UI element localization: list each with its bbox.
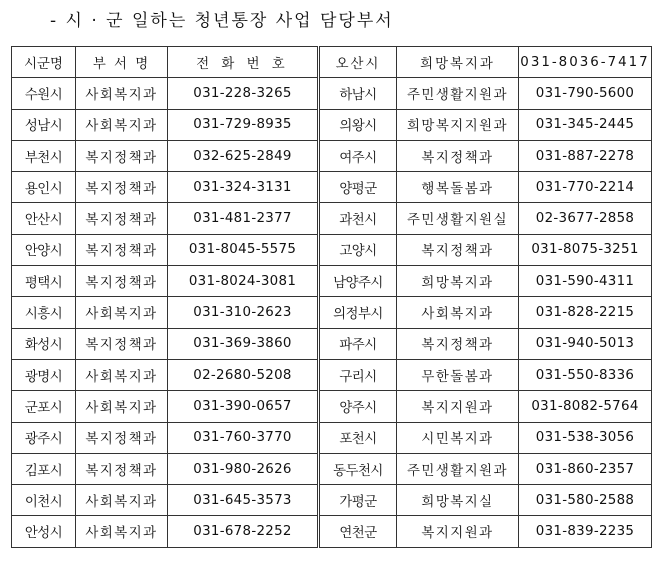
city-cell: 하남시 (319, 78, 397, 109)
city-cell: 광명시 (12, 359, 76, 390)
phone-cell: 031-8024-3081 (168, 266, 319, 297)
city-cell: 안성시 (12, 516, 76, 547)
table-row (12, 234, 652, 265)
phone-cell: 031-980-2626 (168, 453, 319, 484)
phone-cell: 031-590-4311 (519, 266, 652, 297)
city-cell: 양주시 (319, 391, 397, 422)
department-cell: 희망복지지원과 (397, 109, 519, 140)
city-cell: 양평군 (319, 172, 397, 203)
department-cell: 복지지원과 (397, 516, 519, 547)
department-cell: 복지정책과 (76, 140, 168, 171)
table-row (12, 485, 652, 516)
phone-cell: 031-8045-5575 (168, 234, 319, 265)
city-cell: 과천시 (319, 203, 397, 234)
table-row (12, 516, 652, 547)
table-row (12, 359, 652, 390)
table-row (12, 140, 652, 171)
department-cell: 사회복지과 (76, 359, 168, 390)
phone-cell: 031-538-3056 (519, 422, 652, 453)
department-cell: 사회복지과 (76, 516, 168, 547)
table-row (12, 297, 652, 328)
document-title: - 시 · 군 일하는 청년통장 사업 담당부서 (50, 11, 394, 31)
phone-cell: 031-8036-7417 (519, 47, 652, 78)
city-cell: 시흥시 (12, 297, 76, 328)
department-cell: 사회복지과 (76, 297, 168, 328)
city-cell: 김포시 (12, 453, 76, 484)
department-cell: 주민생활지원과 (397, 453, 519, 484)
phone-cell: 02-3677-2858 (519, 203, 652, 234)
department-cell: 무한돌봄과 (397, 359, 519, 390)
city-cell: 동두천시 (319, 453, 397, 484)
table-row (12, 109, 652, 140)
department-cell: 복지지원과 (397, 391, 519, 422)
phone-cell: 031-228-3265 (168, 78, 319, 109)
table-row (12, 328, 652, 359)
header-phone: 전 화 번 호 (168, 47, 319, 78)
phone-cell: 031-8075-3251 (519, 234, 652, 265)
phone-cell: 031-887-2278 (519, 140, 652, 171)
phone-cell: 031-828-2215 (519, 297, 652, 328)
department-cell: 복지정책과 (76, 422, 168, 453)
table-header-row (12, 47, 652, 78)
city-cell: 용인시 (12, 172, 76, 203)
city-cell: 수원시 (12, 78, 76, 109)
department-cell: 복지정책과 (76, 453, 168, 484)
department-cell: 복지정책과 (76, 234, 168, 265)
phone-cell: 031-345-2445 (519, 109, 652, 140)
department-cell: 사회복지과 (76, 391, 168, 422)
department-cell: 시민복지과 (397, 422, 519, 453)
city-cell: 군포시 (12, 391, 76, 422)
city-cell: 안산시 (12, 203, 76, 234)
table-row (12, 172, 652, 203)
phone-cell: 031-550-8336 (519, 359, 652, 390)
phone-cell: 031-940-5013 (519, 328, 652, 359)
phone-cell: 031-729-8935 (168, 109, 319, 140)
department-cell: 주민생활지원과 (397, 78, 519, 109)
phone-cell: 031-580-2588 (519, 485, 652, 516)
table-row (12, 78, 652, 109)
city-cell: 의정부시 (319, 297, 397, 328)
city-cell: 여주시 (319, 140, 397, 171)
city-cell: 성남시 (12, 109, 76, 140)
table-row (12, 266, 652, 297)
city-cell: 연천군 (319, 516, 397, 547)
table-row (12, 391, 652, 422)
department-cell: 사회복지과 (76, 109, 168, 140)
city-cell: 포천시 (319, 422, 397, 453)
table-row (12, 422, 652, 453)
table-row (12, 203, 652, 234)
city-cell: 평택시 (12, 266, 76, 297)
city-cell: 의왕시 (319, 109, 397, 140)
department-cell: 희망복지실 (397, 485, 519, 516)
city-cell: 남양주시 (319, 266, 397, 297)
city-cell: 화성시 (12, 328, 76, 359)
department-cell: 희망복지과 (397, 47, 519, 78)
department-cell: 복지정책과 (397, 234, 519, 265)
table-body (12, 47, 652, 548)
department-cell: 사회복지과 (76, 485, 168, 516)
department-cell: 사회복지과 (76, 78, 168, 109)
header-city-name: 시군명 (12, 47, 76, 78)
department-directory-table (11, 46, 652, 548)
city-cell: 부천시 (12, 140, 76, 171)
city-cell: 이천시 (12, 485, 76, 516)
phone-cell: 031-8082-5764 (519, 391, 652, 422)
department-cell: 사회복지과 (397, 297, 519, 328)
department-cell: 복지정책과 (397, 328, 519, 359)
department-cell: 복지정책과 (397, 140, 519, 171)
city-cell: 안양시 (12, 234, 76, 265)
phone-cell: 031-678-2252 (168, 516, 319, 547)
phone-cell: 031-770-2214 (519, 172, 652, 203)
phone-cell: 031-310-2623 (168, 297, 319, 328)
department-cell: 복지정책과 (76, 266, 168, 297)
city-cell: 오산시 (319, 47, 397, 78)
department-cell: 희망복지과 (397, 266, 519, 297)
city-cell: 고양시 (319, 234, 397, 265)
city-cell: 파주시 (319, 328, 397, 359)
city-cell: 구리시 (319, 359, 397, 390)
city-cell: 가평군 (319, 485, 397, 516)
phone-cell: 02-2680-5208 (168, 359, 319, 390)
phone-cell: 032-625-2849 (168, 140, 319, 171)
city-cell: 광주시 (12, 422, 76, 453)
phone-cell: 031-790-5600 (519, 78, 652, 109)
department-cell: 복지정책과 (76, 172, 168, 203)
phone-cell: 031-390-0657 (168, 391, 319, 422)
phone-cell: 031-760-3770 (168, 422, 319, 453)
header-department: 부 서 명 (76, 47, 168, 78)
department-cell: 주민생활지원실 (397, 203, 519, 234)
phone-cell: 031-839-2235 (519, 516, 652, 547)
phone-cell: 031-481-2377 (168, 203, 319, 234)
phone-cell: 031-324-3131 (168, 172, 319, 203)
department-cell: 복지정책과 (76, 328, 168, 359)
department-cell: 복지정책과 (76, 203, 168, 234)
department-cell: 행복돌봄과 (397, 172, 519, 203)
phone-cell: 031-860-2357 (519, 453, 652, 484)
phone-cell: 031-645-3573 (168, 485, 319, 516)
table-row (12, 453, 652, 484)
phone-cell: 031-369-3860 (168, 328, 319, 359)
